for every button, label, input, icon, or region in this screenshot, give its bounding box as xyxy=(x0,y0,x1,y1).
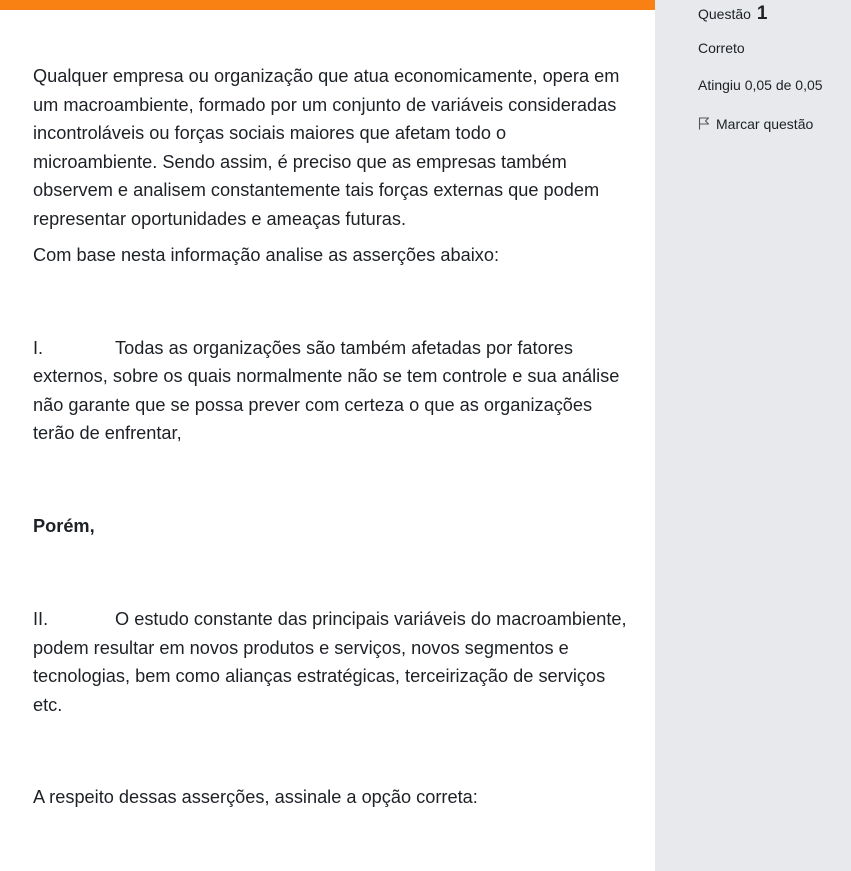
flag-question-link[interactable] xyxy=(698,116,813,132)
flag-question-label[interactable]: Marcar questão xyxy=(716,116,814,132)
assertion-1-text: Todas as organizações são também afetadas por fatores externos, sobre os quais normalmente não se tem controle e sua análise não garante que se possa prever com certeza o que as organizações terão de enfrentar, xyxy=(33,337,620,443)
question-state: Correto xyxy=(698,40,745,56)
assertion-2 xyxy=(33,605,633,719)
question-grade: Atingiu 0,05 de 0,05 xyxy=(698,77,823,93)
assertion-2-text: O estudo constante das principais variáveis do macroambiente, podem resultar em novos produtos e serviços, novos segmentos e tecnologias, bem como alianças estratégicas, terceirização de serviços etc. xyxy=(33,609,627,715)
assertion-1 xyxy=(33,334,633,448)
question-label: Questão xyxy=(698,6,751,22)
intro-paragraph: Qualquer empresa ou organização que atua economicamente, opera em um macroambiente, formado por um conjunto de variáveis consideradas incontroláveis ou forças sociais maiores que afetam todo o microambiente. Sendo assim, é preciso que as empresas também observem e analisem constantemente tais forças externas que podem representar oportunidades e ameaças futuras. xyxy=(33,66,620,229)
question-number: 1 xyxy=(756,3,768,24)
connector-text: Porém, xyxy=(33,515,95,536)
instruction-paragraph: Com base nesta informação analise as asserções abaixo: xyxy=(33,245,500,265)
question-number-label xyxy=(698,3,767,25)
accent-bar xyxy=(0,0,655,10)
assertion-2-numeral: II. xyxy=(33,609,49,629)
assertion-1-numeral: I. xyxy=(33,337,44,358)
question-text xyxy=(33,62,633,812)
question-info-panel xyxy=(655,0,851,871)
flag-icon xyxy=(698,117,710,130)
question-prompt: A respeito dessas asserções, assinale a opção correta: xyxy=(33,787,478,807)
